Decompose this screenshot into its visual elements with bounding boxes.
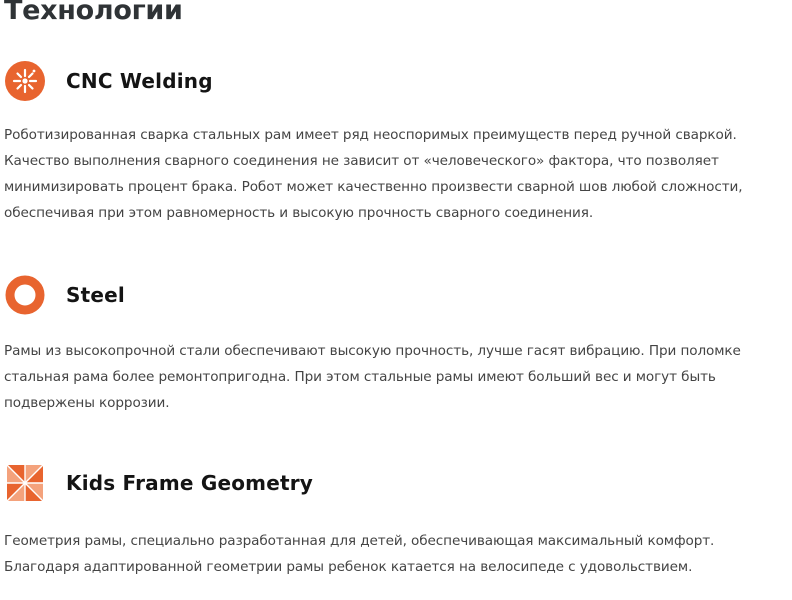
technology-description: Рамы из высокопрочной стали обеспечивают высокую прочность, лучше гасят вибрацию. При поломке стальная рама более ремонтопригодна. При этом стальные рамы имеют больший вес и могут быть подвержены коррозии. (4, 343, 741, 411)
technology-header (0, 60, 792, 104)
welding-spark-icon (4, 60, 46, 102)
technology-header (0, 274, 792, 318)
page-title: Технологии (4, 0, 183, 26)
technology-kids-frame-geometry (0, 462, 792, 582)
technology-title: Steel (66, 283, 125, 307)
technology-description: Роботизированная сварка стальных рам имеет ряд неоспоримых преимуществ перед ручной сваркой. Качество выполнения сварного соединения не зависит от «человеческого» фактора, что позволяет минимизировать процент брака. Робот может качественно произвести сварной шов любой сложности, обеспечивая при этом равномерность и высокую прочность сварного соединения. (4, 127, 743, 221)
technology-title: Kids Frame Geometry (66, 471, 314, 495)
technology-header (0, 462, 792, 506)
technology-description: Геометрия рамы, специально разработанная для детей, обеспечивающая максимальный комфорт. Благодаря адаптированной геометрии рамы ребенок катается на велосипеде с удовольствием. (4, 533, 715, 575)
steel-ring-icon (4, 274, 46, 316)
technology-cnc-welding (0, 60, 792, 230)
technology-steel (0, 274, 792, 414)
technology-title: CNC Welding (66, 69, 213, 93)
pinwheel-icon (4, 462, 46, 504)
